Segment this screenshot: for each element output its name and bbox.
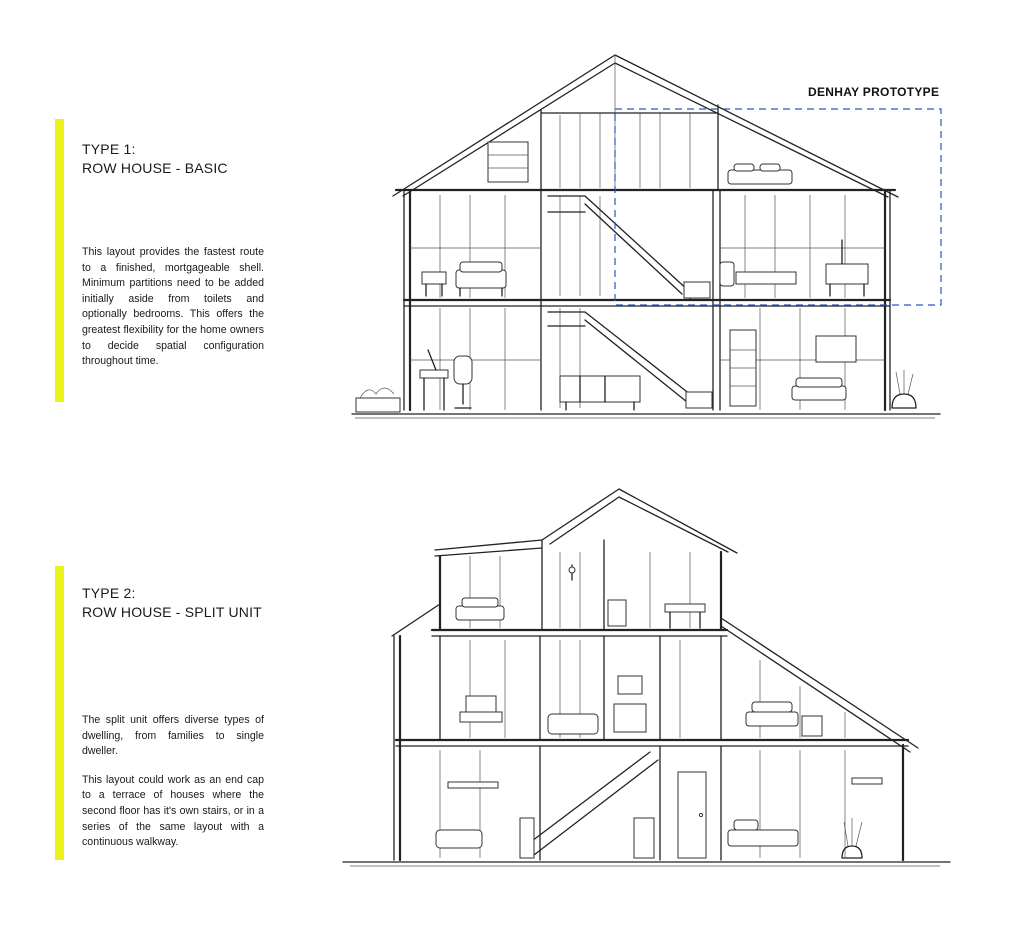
upper-gable bbox=[542, 489, 737, 553]
type1-title-line2: ROW HOUSE - BASIC bbox=[82, 160, 228, 176]
wall-shelf-ground bbox=[448, 782, 498, 788]
type1-paragraph: This layout provides the fastest route to a finished, mortgageable shell. Minimum partitions need to be added initially aside from toilets and optionally bedrooms. This offers the greatest flexibility for the home owners to decide spatial configuration throughout time. bbox=[82, 246, 264, 368]
tv-middle bbox=[466, 696, 496, 712]
type2-title-line2: ROW HOUSE - SPLIT UNIT bbox=[82, 604, 262, 620]
roof-inner bbox=[403, 63, 888, 197]
vanity-top bbox=[608, 600, 626, 626]
sofa-upper bbox=[456, 270, 506, 288]
wall-shelf-right bbox=[852, 778, 882, 784]
kitchen-island bbox=[560, 376, 640, 402]
vanity-middle bbox=[614, 704, 646, 732]
sofa-ground bbox=[792, 386, 846, 400]
left-roof-cap bbox=[435, 540, 542, 556]
tv-screen bbox=[816, 336, 856, 362]
office-chair bbox=[454, 356, 472, 384]
side-table-middle bbox=[802, 716, 822, 736]
bed-top-left bbox=[456, 606, 504, 620]
attic-shelf bbox=[488, 142, 528, 182]
sink-ground bbox=[634, 818, 654, 858]
mirror bbox=[618, 676, 642, 694]
type2-title-line1: TYPE 2: bbox=[82, 585, 136, 601]
attic-bed bbox=[728, 170, 792, 184]
side-table-upper bbox=[422, 272, 446, 284]
planter-right bbox=[892, 394, 916, 408]
table-top-right bbox=[665, 604, 705, 612]
type2-paragraph-1: The split unit offers diverse types of dwelling, from families to single dweller. bbox=[82, 714, 264, 758]
bed-upper bbox=[736, 272, 796, 284]
desk-upper bbox=[826, 264, 868, 284]
armchair-ground bbox=[436, 830, 482, 848]
bathtub bbox=[548, 714, 598, 734]
type1-title-line1: TYPE 1: bbox=[82, 141, 136, 157]
prototype-label: DENHAY PROTOTYPE bbox=[808, 85, 940, 99]
stair-stringer bbox=[520, 818, 534, 858]
left-lean-roof bbox=[392, 604, 440, 636]
chair-upper bbox=[720, 262, 734, 286]
upper-stair bbox=[548, 196, 690, 292]
desk-middle bbox=[460, 712, 502, 722]
hedge-left bbox=[356, 398, 400, 412]
bed-middle-right bbox=[746, 712, 798, 726]
roof-outline bbox=[393, 55, 898, 197]
upper-stair-landing bbox=[684, 282, 710, 298]
desk-ground bbox=[420, 370, 448, 378]
type2-paragraph-2: This layout could work as an end cap to a terrace of houses where the second floor has it's own stairs, or in a series of the same layout with a continuous walkway. bbox=[82, 773, 264, 849]
type2-house bbox=[343, 489, 950, 866]
lower-stair-landing bbox=[686, 392, 712, 408]
bed-ground bbox=[728, 830, 798, 846]
